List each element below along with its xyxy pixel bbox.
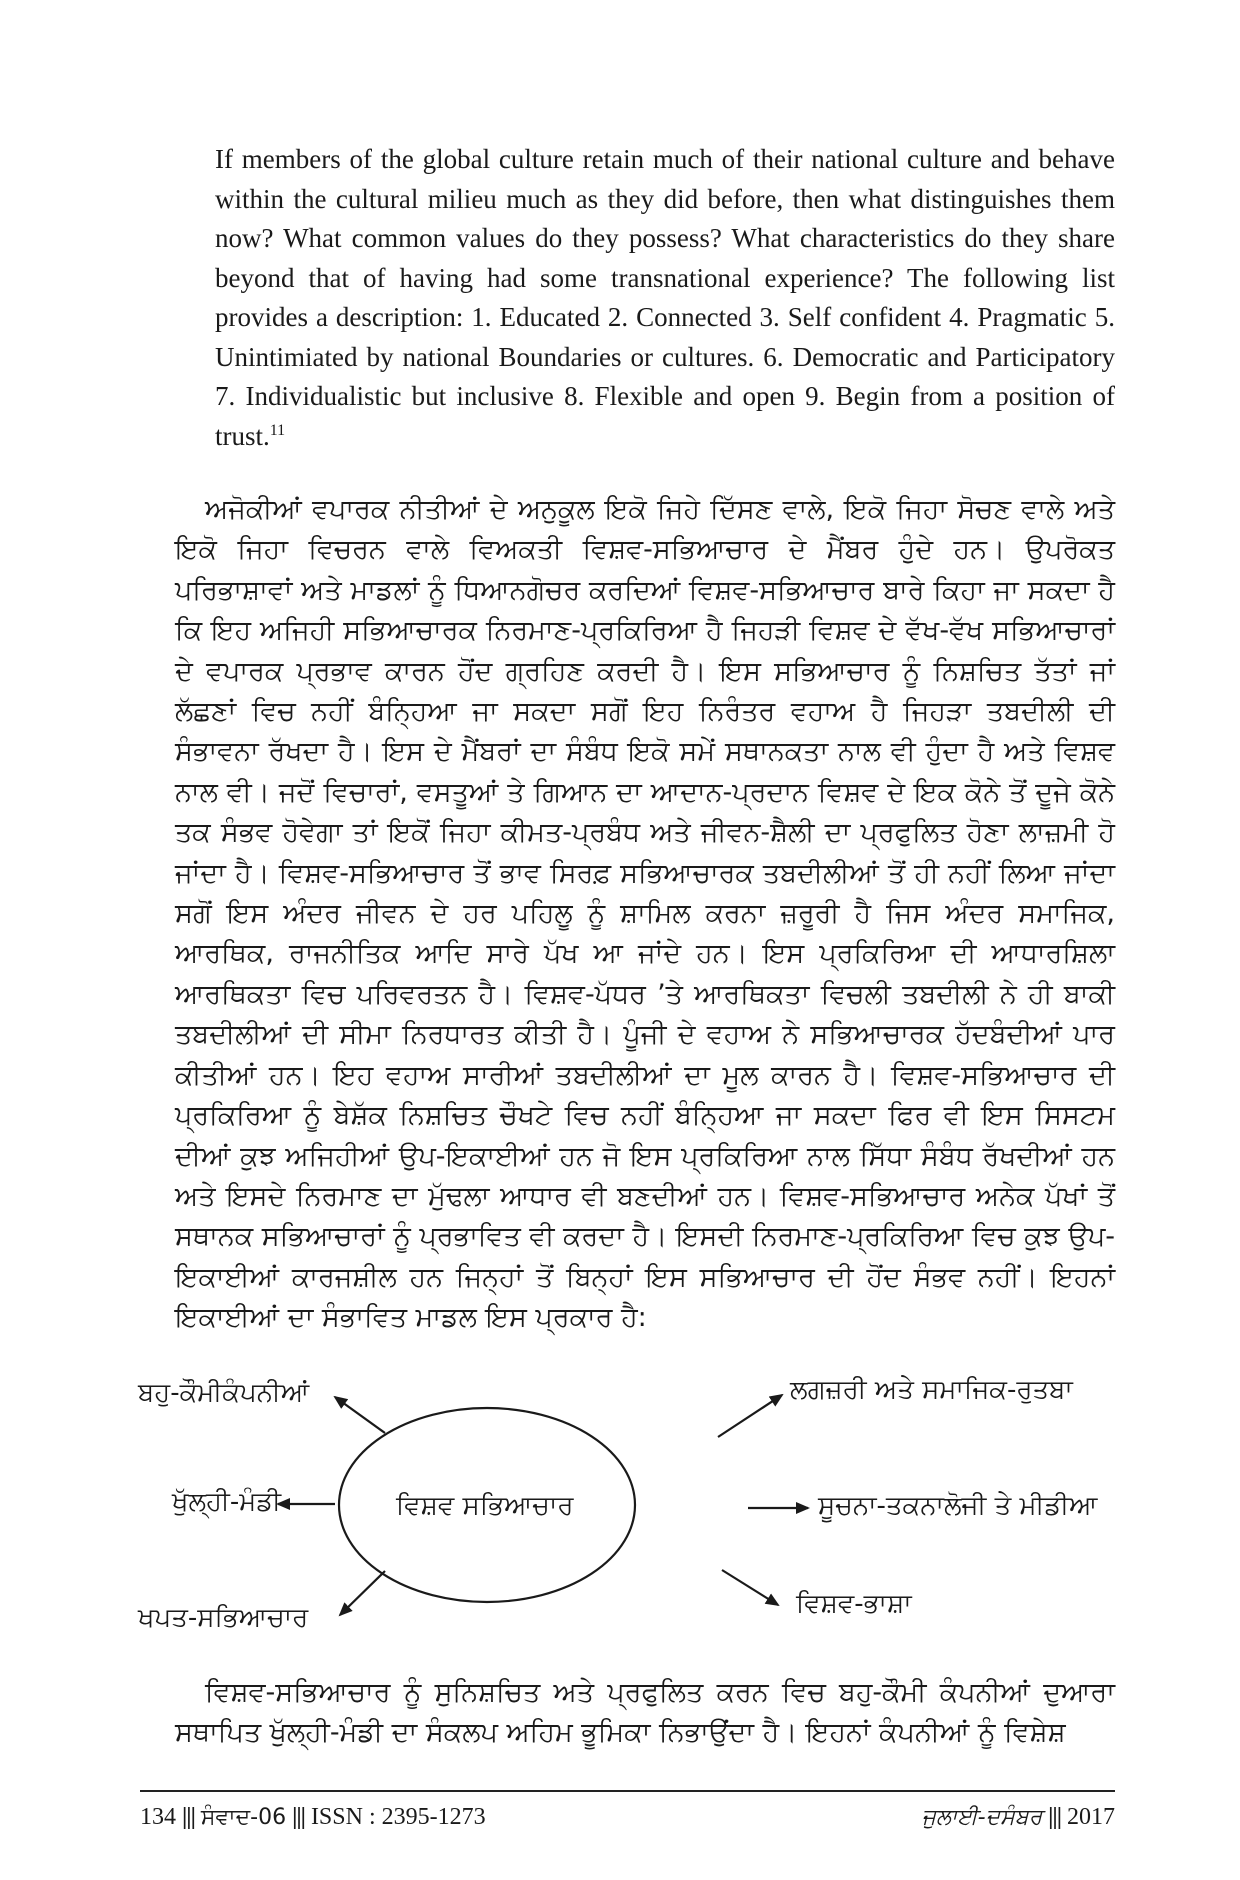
arrow-left-top — [335, 1397, 385, 1433]
diagram-center-label: ਵਿਸ਼ਵ ਸਭਿਆਚਾਰ — [396, 1491, 574, 1521]
arrow-left-bottom — [340, 1571, 385, 1615]
issue-period: ਜੁਲਾਈ-ਦਸੰਬਰ — [921, 1805, 1043, 1830]
footer-rule — [140, 1790, 1115, 1792]
diagram-label-multinational-companies: ਬਹੁ-ਕੌਮੀਕੰਪਨੀਆਂ — [138, 1378, 310, 1408]
diagram-label-open-market: ਖੁੱਲ੍ਹੀ-ਮੰਡੀ — [172, 1487, 282, 1517]
footer-separator: ||| — [292, 1804, 305, 1830]
footer-left — [140, 1804, 486, 1831]
arrow-right-bottom — [722, 1570, 778, 1605]
issn: ISSN : 2395-1273 — [310, 1804, 486, 1830]
page-footer — [140, 1800, 1115, 1840]
footer-right — [922, 1804, 1115, 1831]
english-quote-paragraph — [215, 140, 1115, 456]
diagram-label-it-media: ਸੂਚਨਾ-ਤਕਨਾਲੋਜੀ ਤੇ ਮੀਡੀਆ — [818, 1491, 1098, 1521]
issue-year: 2017 — [1067, 1804, 1115, 1830]
diagram-label-luxury-status: ਲਗਜ਼ਰੀ ਅਤੇ ਸਮਾਜਿਕ-ਰੁਤਬਾ — [790, 1375, 1073, 1405]
footer-separator: ||| — [1048, 1804, 1061, 1830]
journal-name: ਸੰਵਾਦ-06 — [200, 1805, 287, 1830]
footnote-marker: 11 — [269, 421, 286, 439]
diagram-label-world-language: ਵਿਸ਼ਵ-ਭਾਸ਼ਾ — [796, 1589, 912, 1619]
arrow-right-top — [718, 1395, 782, 1437]
page-number: 134 — [140, 1804, 176, 1830]
punjabi-closing-paragraph: ਵਿਸ਼ਵ-ਸਭਿਆਚਾਰ ਨੂੰ ਸੁਨਿਸ਼ਚਿਤ ਅਤੇ ਪ੍ਰਫੁਲਿਤ ਕਰਨ ਵਿਚ ਬਹੁ-ਕੌਮੀ ਕੰਪਨੀਆਂ ਦੁਆਰਾ ਸਥਾਪਿਤ ਖੁੱਲ੍ਹੀ-ਮੰਡੀ ਦਾ ਸੰਕਲਪ ਅਹਿਮ ਭੂਮਿਕਾ ਨਿਭਾਉਂਦਾ ਹੈ। ਇਹਨਾਂ ਕੰਪਨੀਆਂ ਨੂੰ ਵਿਸ਼ੇਸ਼ — [175, 1677, 1115, 1749]
english-quote-text: If members of the global culture retain much of their national culture and behave within the cultural milieu much as they did before, then what distinguishes them now? What common values do they possess? What characteristics do they share beyond that of having had some transnational experience? The following list provides a description: 1. Educated 2. Connected 3. Self confident 4. Pragmatic 5. Unintimiated by national Boundaries or cultures. 6. Democratic and Participatory 7. Individualistic but inclusive 8. Flexible and open 9. Begin from a position of trust. — [215, 144, 1115, 451]
diagram-label-consumer-culture: ਖਪਤ-ਸਭਿਆਚਾਰ — [138, 1603, 309, 1633]
footer-separator: ||| — [182, 1804, 195, 1830]
punjabi-body-paragraph: ਅਜੋਕੀਆਂ ਵਪਾਰਕ ਨੀਤੀਆਂ ਦੇ ਅਨੁਕੂਲ ਇਕੋ ਜਿਹੇ ਦਿੱਸਣ ਵਾਲੇ, ਇਕੋ ਜਿਹਾ ਸੋਚਣ ਵਾਲੇ ਅਤੇ ਇਕੋ ਜਿਹਾ ਵਿਚਰਨ ਵਾਲੇ ਵਿਅਕਤੀ ਵਿਸ਼ਵ-ਸਭਿਆਚਾਰ ਦੇ ਮੈਂਬਰ ਹੁੰਦੇ ਹਨ। ਉਪਰੋਕਤ ਪਰਿਭਾਸ਼ਾਵਾਂ ਅਤੇ ਮਾਡਲਾਂ ਨੂੰ ਧਿਆਨਗੋਚਰ ਕਰਦਿਆਂ ਵਿਸ਼ਵ-ਸਭਿਆਚਾਰ ਬਾਰੇ ਕਿਹਾ ਜਾ ਸਕਦਾ ਹੈ ਕਿ ਇਹ ਅਜਿਹੀ ਸਭਿਆਚਾਰਕ ਨਿਰਮਾਣ-ਪ੍ਰਕਿਰਿਆ ਹੈ ਜਿਹੜੀ ਵਿਸ਼ਵ ਦੇ ਵੱਖ-ਵੱਖ ਸਭਿਆਚਾਰਾਂ ਦੇ ਵਪਾਰਕ ਪ੍ਰਭਾਵ ਕਾਰਨ ਹੋਂਦ ਗ੍ਰਹਿਣ ਕਰਦੀ ਹੈ। ਇਸ ਸਭਿਆਚਾਰ ਨੂੰ ਨਿਸ਼ਚਿਤ ਤੱਤਾਂ ਜਾਂ ਲੱਛਣਾਂ ਵਿਚ ਨਹੀਂ ਬੰਨ੍ਹਿਆ ਜਾ ਸਕਦਾ ਸਗੋਂ ਇਹ ਨਿਰੰਤਰ ਵਹਾਅ ਹੈ ਜਿਹੜਾ ਤਬਦੀਲੀ ਦੀ ਸੰਭਾਵਨਾ ਰੱਖਦਾ ਹੈ। ਇਸ ਦੇ ਮੈਂਬਰਾਂ ਦਾ ਸੰਬੰਧ ਇਕੋ ਸਮੇਂ ਸਥਾਨਕਤਾ ਨਾਲ ਵੀ ਹੁੰਦਾ ਹੈ ਅਤੇ ਵਿਸ਼ਵ ਨਾਲ ਵੀ। ਜਦੋਂ ਵਿਚਾਰਾਂ, ਵਸਤੂਆਂ ਤੇ ਗਿਆਨ ਦਾ ਆਦਾਨ-ਪ੍ਰਦਾਨ ਵਿਸ਼ਵ ਦੇ ਇਕ ਕੋਨੇ ਤੋਂ ਦੂਜੇ ਕੋਨੇ ਤਕ ਸੰਭਵ ਹੋਵੇਗਾ ਤਾਂ ਇਕੋਂ ਜਿਹਾ ਕੀਮਤ-ਪ੍ਰਬੰਧ ਅਤੇ ਜੀਵਨ-ਸ਼ੈਲੀ ਦਾ ਪ੍ਰਫੁਲਿਤ ਹੋਣਾ ਲਾਜ਼ਮੀ ਹੋ ਜਾਂਦਾ ਹੈ। ਵਿਸ਼ਵ-ਸਭਿਆਚਾਰ ਤੋਂ ਭਾਵ ਸਿਰਫ਼ ਸਭਿਆਚਾਰਕ ਤਬਦੀਲੀਆਂ ਤੋਂ ਹੀ ਨਹੀਂ ਲਿਆ ਜਾਂਦਾ ਸਗੋਂ ਇਸ ਅੰਦਰ ਜੀਵਨ ਦੇ ਹਰ ਪਹਿਲੂ ਨੂੰ ਸ਼ਾਮਿਲ ਕਰਨਾ ਜ਼ਰੂਰੀ ਹੈ ਜਿਸ ਅੰਦਰ ਸਮਾਜਿਕ, ਆਰਥਿਕ, ਰਾਜਨੀਤਿਕ ਆਦਿ ਸਾਰੇ ਪੱਖ ਆ ਜਾਂਦੇ ਹਨ। ਇਸ ਪ੍ਰਕਿਰਿਆ ਦੀ ਆਧਾਰਸ਼ਿਲਾ ਆਰਥਿਕਤਾ ਵਿਚ ਪਰਿਵਰਤਨ ਹੈ। ਵਿਸ਼ਵ-ਪੱਧਰ ’ਤੇ ਆਰਥਿਕਤਾ ਵਿਚਲੀ ਤਬਦੀਲੀ ਨੇ ਹੀ ਬਾਕੀ ਤਬਦੀਲੀਆਂ ਦੀ ਸੀਮਾ ਨਿਰਧਾਰਤ ਕੀਤੀ ਹੈ। ਪੂੰਜੀ ਦੇ ਵਹਾਅ ਨੇ ਸਭਿਆਚਾਰਕ ਹੱਦਬੰਦੀਆਂ ਪਾਰ ਕੀਤੀਆਂ ਹਨ। ਇਹ ਵਹਾਅ ਸਾਰੀਆਂ ਤਬਦੀਲੀਆਂ ਦਾ ਮੂਲ ਕਾਰਨ ਹੈ। ਵਿਸ਼ਵ-ਸਭਿਆਚਾਰ ਦੀ ਪ੍ਰਕਿਰਿਆ ਨੂੰ ਬੇਸ਼ੱਕ ਨਿਸ਼ਚਿਤ ਚੌਖਟੇ ਵਿਚ ਨਹੀਂ ਬੰਨ੍ਹਿਆ ਜਾ ਸਕਦਾ ਫਿਰ ਵੀ ਇਸ ਸਿਸਟਮ ਦੀਆਂ ਕੁਝ ਅਜਿਹੀਆਂ ਉਪ-ਇਕਾਈਆਂ ਹਨ ਜੋ ਇਸ ਪ੍ਰਕਿਰਿਆ ਨਾਲ ਸਿੱਧਾ ਸੰਬੰਧ ਰੱਖਦੀਆਂ ਹਨ ਅਤੇ ਇਸਦੇ ਨਿਰਮਾਣ ਦਾ ਮੁੱਢਲਾ ਆਧਾਰ ਵੀ ਬਣਦੀਆਂ ਹਨ। ਵਿਸ਼ਵ-ਸਭਿਆਚਾਰ ਅਨੇਕ ਪੱਖਾਂ ਤੋਂ ਸਥਾਨਕ ਸਭਿਆਚਾਰਾਂ ਨੂੰ ਪ੍ਰਭਾਵਿਤ ਵੀ ਕਰਦਾ ਹੈ। ਇਸਦੀ ਨਿਰਮਾਣ-ਪ੍ਰਕਿਰਿਆ ਵਿਚ ਕੁਝ ਉਪ-ਇਕਾਈਆਂ ਕਾਰਜਸ਼ੀਲ ਹਨ ਜਿਨ੍ਹਾਂ ਤੋਂ ਬਿਨ੍ਹਾਂ ਇਸ ਸਭਿਆਚਾਰ ਦੀ ਹੋਂਦ ਸੰਭਵ ਨਹੀਂ। ਇਹਨਾਂ ਇਕਾਈਆਂ ਦਾ ਸੰਭਾਵਿਤ ਮਾਡਲ ਇਸ ਪ੍ਰਕਾਰ ਹੈ: — [175, 494, 1115, 1334]
world-culture-diagram — [0, 1375, 1240, 1645]
